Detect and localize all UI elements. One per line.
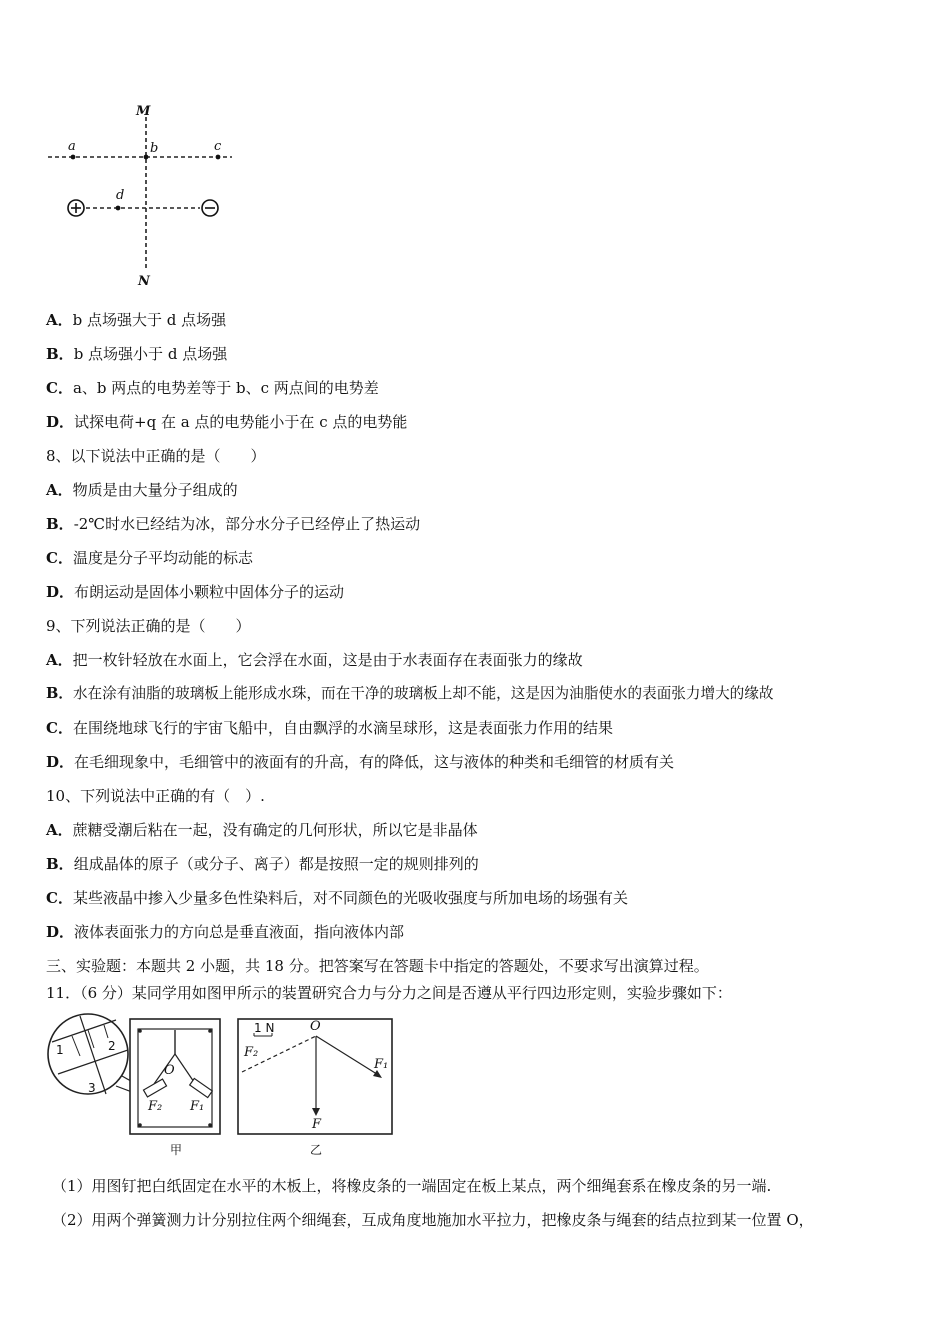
label-m: M — [136, 104, 151, 119]
q10-option-c: C．某些液晶中掺入少量多色性染料后，对不同颜色的光吸收强度与所加电场的场强有关 — [46, 889, 628, 907]
label-a: a — [68, 139, 76, 154]
caption-yi: 乙 — [310, 1143, 323, 1157]
svg-text:3: 3 — [88, 1081, 96, 1095]
jia-label-o: O — [164, 1063, 175, 1078]
q9-option-d: D．在毛细现象中，毛细管中的液面有的升高，有的降低，这与液体的种类和毛细管的材质有关 — [46, 753, 675, 771]
figure-force-experiment — [44, 1012, 404, 1162]
q7-option-c: C．a、b 两点的电势差等于 b、c 两点间的电势差 — [46, 379, 379, 397]
jia-label-f1: F₁ — [190, 1099, 205, 1114]
q8-option-c: C．温度是分子平均动能的标志 — [46, 549, 253, 567]
yi-label-f2: F₂ — [244, 1045, 259, 1060]
jia-label-f2: F₂ — [148, 1099, 163, 1114]
q10-option-b: B．组成晶体的原子（或分子、离子）都是按照一定的规则排列的 — [46, 855, 479, 873]
label-n: N — [138, 274, 150, 289]
q8-option-b: B．-2℃时水已经结为冰，部分水分子已经停止了热运动 — [46, 515, 421, 533]
q11-step-2: （2）用两个弹簧测力计分别拉住两个细绳套，互成角度地施加水平拉力，把橡皮条与绳套的结点拉到某一位置 O， — [52, 1211, 814, 1229]
q10-option-d: D．液体表面张力的方向总是垂直液面，指向液体内部 — [46, 923, 405, 941]
q7-option-a: A．b 点场强大于 d 点场强 — [46, 311, 227, 329]
yi-label-f1: F₁ — [374, 1057, 389, 1072]
q9-option-b: B．水在涂有油脂的玻璃板上能形成水珠，而在干净的玻璃板上却不能，这是因为油脂使水的表面张力增大的缘故 — [46, 685, 774, 702]
positive-charge-icon — [68, 200, 84, 216]
q11-step-1: （1）用图钉把白纸固定在水平的木板上，将橡皮条的一端固定在板上某点，两个细绳套系在橡皮条的另一端. — [52, 1177, 772, 1195]
q9-stem: 9、下列说法正确的是（ ） — [46, 617, 251, 635]
svg-text:1: 1 — [56, 1043, 64, 1057]
negative-charge-icon — [202, 200, 218, 216]
svg-text:2: 2 — [108, 1039, 116, 1053]
q11-stem: 11．（6 分）某同学用如图甲所示的装置研究合力与分力之间是否遵从平行四边形定则，实验步骤如下： — [46, 984, 732, 1002]
label-d: d — [116, 188, 125, 203]
q10-stem: 10、下列说法中正确的有（ ）. — [46, 787, 265, 805]
q7-option-b: B．b 点场强小于 d 点场强 — [46, 345, 228, 363]
yi-label-o: O — [310, 1019, 321, 1034]
label-b: b — [150, 141, 159, 156]
section-3-heading: 三、实验题：本题共 2 小题，共 18 分。把答案写在答题卡中指定的答题处，不要求写出演算过程。 — [46, 957, 709, 975]
yi-label-f: F — [312, 1117, 322, 1132]
q7-option-d: D．试探电荷+q 在 a 点的电势能小于在 c 点的电势能 — [46, 413, 408, 431]
q8-stem: 8、以下说法中正确的是（ ） — [46, 447, 266, 465]
figure-charges-diagram — [40, 95, 240, 295]
q8-option-a: A．物质是由大量分子组成的 — [46, 481, 238, 499]
q9-option-a: A．把一枚针轻放在水面上，它会浮在水面，这是由于水表面存在表面张力的缘故 — [46, 651, 583, 669]
q8-option-d: D．布朗运动是固体小颗粒中固体分子的运动 — [46, 583, 345, 601]
caption-jia: 甲 — [170, 1143, 183, 1157]
label-c: c — [214, 139, 222, 154]
q10-option-a: A．蔗糖受潮后粘在一起，没有确定的几何形状，所以它是非晶体 — [46, 821, 478, 839]
q9-option-c: C．在围绕地球飞行的宇宙飞船中，自由飘浮的水滴呈球形，这是表面张力作用的结果 — [46, 719, 613, 737]
scale-label: 1 N — [254, 1021, 275, 1035]
